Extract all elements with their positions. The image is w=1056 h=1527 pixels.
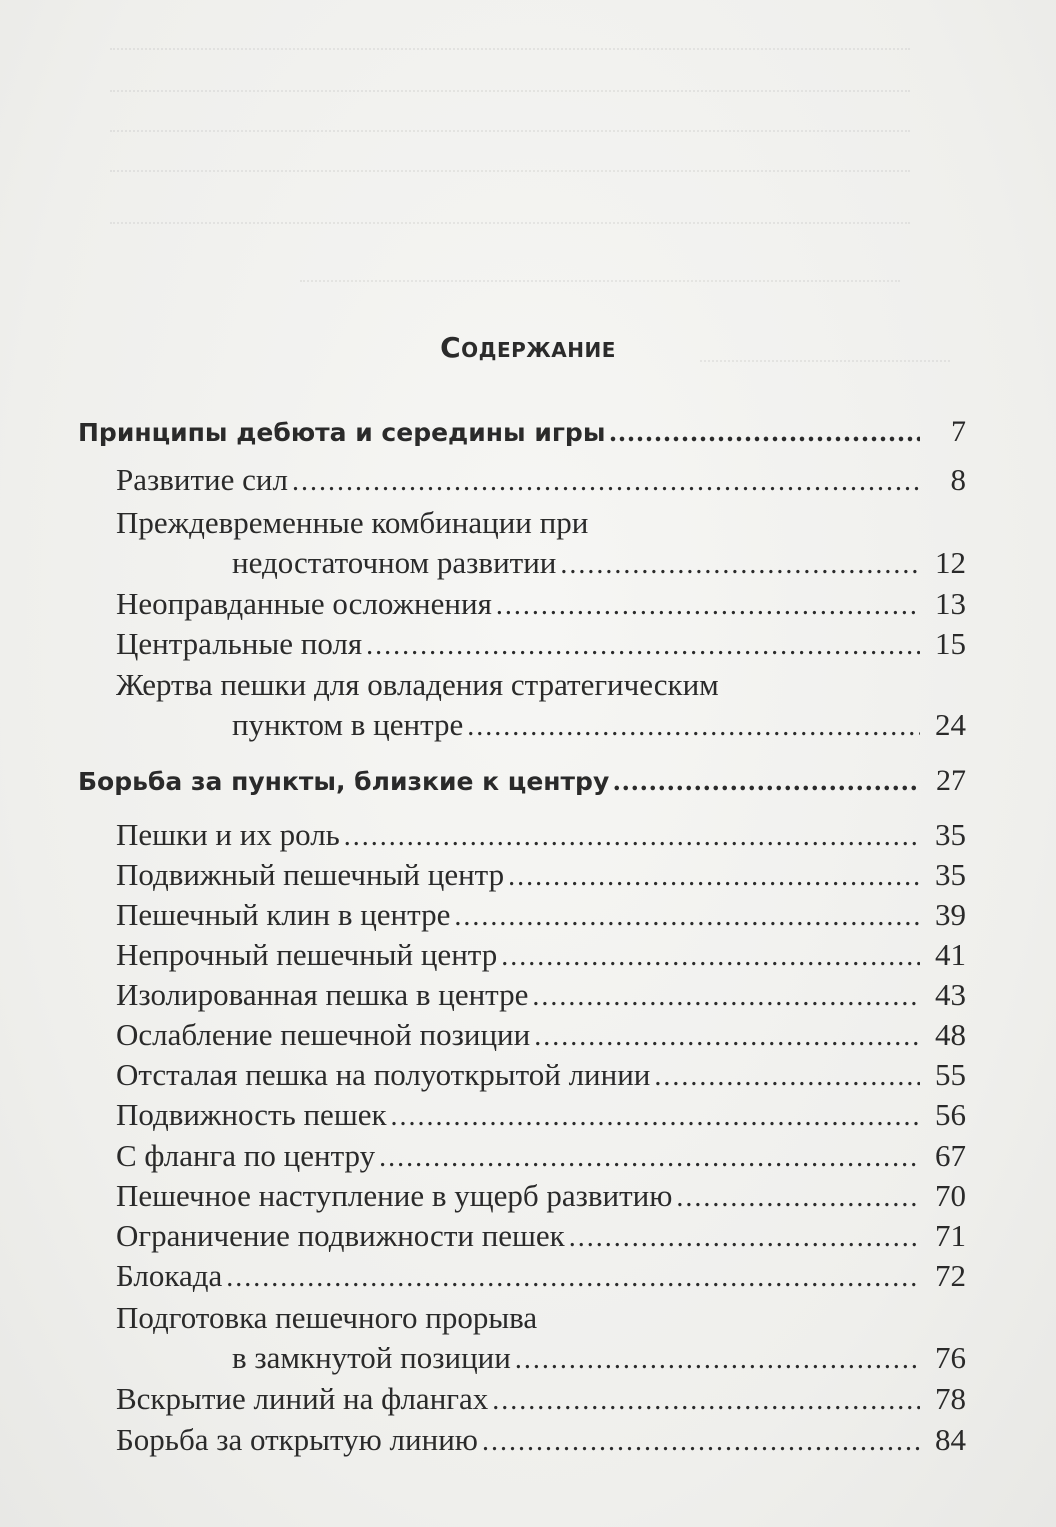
toc-entry (116, 1057, 966, 1093)
toc-entry (116, 1178, 966, 1214)
entry-title: Подвижный пешечный центр (116, 857, 505, 892)
entry-title-continuation: в замкнутой позиции (232, 1340, 511, 1375)
entry-title: Пешки и их роль (116, 817, 340, 852)
page-number: 84 (935, 1422, 966, 1457)
dot-leader (467, 713, 920, 741)
entry-title: Пешечный клин в центре (116, 897, 451, 932)
dot-leader (391, 1103, 920, 1131)
entry-title: Блокада (116, 1258, 223, 1293)
page-number: 72 (935, 1258, 966, 1293)
dot-leader (534, 1023, 920, 1051)
entry-title: С фланга по центру (116, 1138, 376, 1173)
dot-leader (609, 419, 920, 447)
toc-entry-continuation (232, 707, 966, 743)
toc-entry (116, 1258, 966, 1294)
toc-entry (116, 1017, 966, 1053)
entry-title: Ослабление пешечной позиции (116, 1017, 531, 1052)
page-number: 48 (935, 1017, 966, 1052)
toc-entry-continuation (232, 545, 966, 581)
toc-entry (116, 1097, 966, 1133)
dot-leader (560, 551, 920, 579)
dot-leader (676, 1184, 920, 1212)
dot-leader (496, 592, 920, 620)
page-number: 35 (935, 857, 966, 892)
dot-leader (613, 768, 920, 796)
dot-leader (366, 632, 920, 660)
dot-leader (508, 863, 920, 891)
entry-title: Пешечное наступление в ущерб развитию (116, 1178, 673, 1213)
page-number: 13 (935, 586, 966, 621)
entry-title-continuation: пунктом в центре (232, 707, 464, 742)
toc-entry (116, 1381, 966, 1417)
page-number: 56 (935, 1097, 966, 1132)
toc-entry (116, 586, 966, 622)
toc-entry (116, 462, 966, 498)
toc-entry (116, 817, 966, 853)
toc-entry (116, 897, 966, 933)
page-number: 27 (936, 764, 966, 797)
page-number: 43 (935, 977, 966, 1012)
page-number: 71 (935, 1218, 966, 1253)
dot-leader (501, 943, 920, 971)
toc-section-heading (78, 415, 966, 449)
page-title: Содержание (440, 330, 616, 364)
page-number: 35 (935, 817, 966, 852)
entry-title: Развитие сил (116, 462, 288, 497)
dot-leader (454, 903, 920, 931)
page-number: 39 (935, 897, 966, 932)
toc-entry-first-line: Жертва пешки для овладения стратегическим (116, 667, 719, 702)
dot-leader (344, 823, 920, 851)
entry-title: Центральные поля (116, 626, 363, 661)
page-number: 41 (935, 937, 966, 972)
dot-leader (654, 1063, 920, 1091)
entry-title: Непрочный пешечный центр (116, 937, 498, 972)
dot-leader (482, 1428, 920, 1456)
section-title: Борьба за пункты, близкие к центру (78, 767, 610, 796)
entry-title: Борьба за открытую линию (116, 1422, 478, 1457)
toc-entry-first-line: Преждевременные комбинации при (116, 505, 589, 540)
page-number: 24 (935, 707, 966, 742)
toc-section-heading (78, 764, 966, 798)
page-number: 55 (935, 1057, 966, 1092)
toc-entry (116, 626, 966, 662)
toc-entry-first-line: Подготовка пешечного прорыва (116, 1300, 538, 1335)
dot-leader (569, 1224, 920, 1252)
entry-title: Отсталая пешка на полуоткрытой линии (116, 1057, 651, 1092)
toc-entry-continuation (232, 1340, 966, 1376)
toc-entry (116, 857, 966, 893)
page-number: 70 (935, 1178, 966, 1213)
entry-title: Неоправданные осложнения (116, 586, 492, 621)
page-number: 76 (935, 1340, 966, 1375)
section-title: Принципы дебюта и середины игры (78, 418, 606, 447)
dot-leader (532, 983, 920, 1011)
dot-leader (379, 1144, 920, 1172)
toc-entry (116, 977, 966, 1013)
entry-title: Изолированная пешка в центре (116, 977, 529, 1012)
dot-leader (492, 1387, 920, 1415)
page-number: 67 (935, 1138, 966, 1173)
toc-entry (116, 937, 966, 973)
entry-title: Вскрытие линий на флангах (116, 1381, 489, 1416)
dot-leader (292, 468, 920, 496)
entry-title: Подвижность пешек (116, 1097, 387, 1132)
page-number: 15 (935, 626, 966, 661)
entry-title-continuation: недостаточном развитии (232, 545, 557, 580)
page-number: 8 (950, 462, 966, 497)
toc-entry (116, 1138, 966, 1174)
toc-entry (116, 1218, 966, 1254)
toc-entry (116, 1422, 966, 1458)
page-number: 12 (935, 545, 966, 580)
page-number: 78 (935, 1381, 966, 1416)
entry-title: Ограничение подвижности пешек (116, 1218, 565, 1253)
dot-leader (226, 1264, 920, 1292)
page-number: 7 (951, 415, 966, 448)
dot-leader (515, 1346, 920, 1374)
